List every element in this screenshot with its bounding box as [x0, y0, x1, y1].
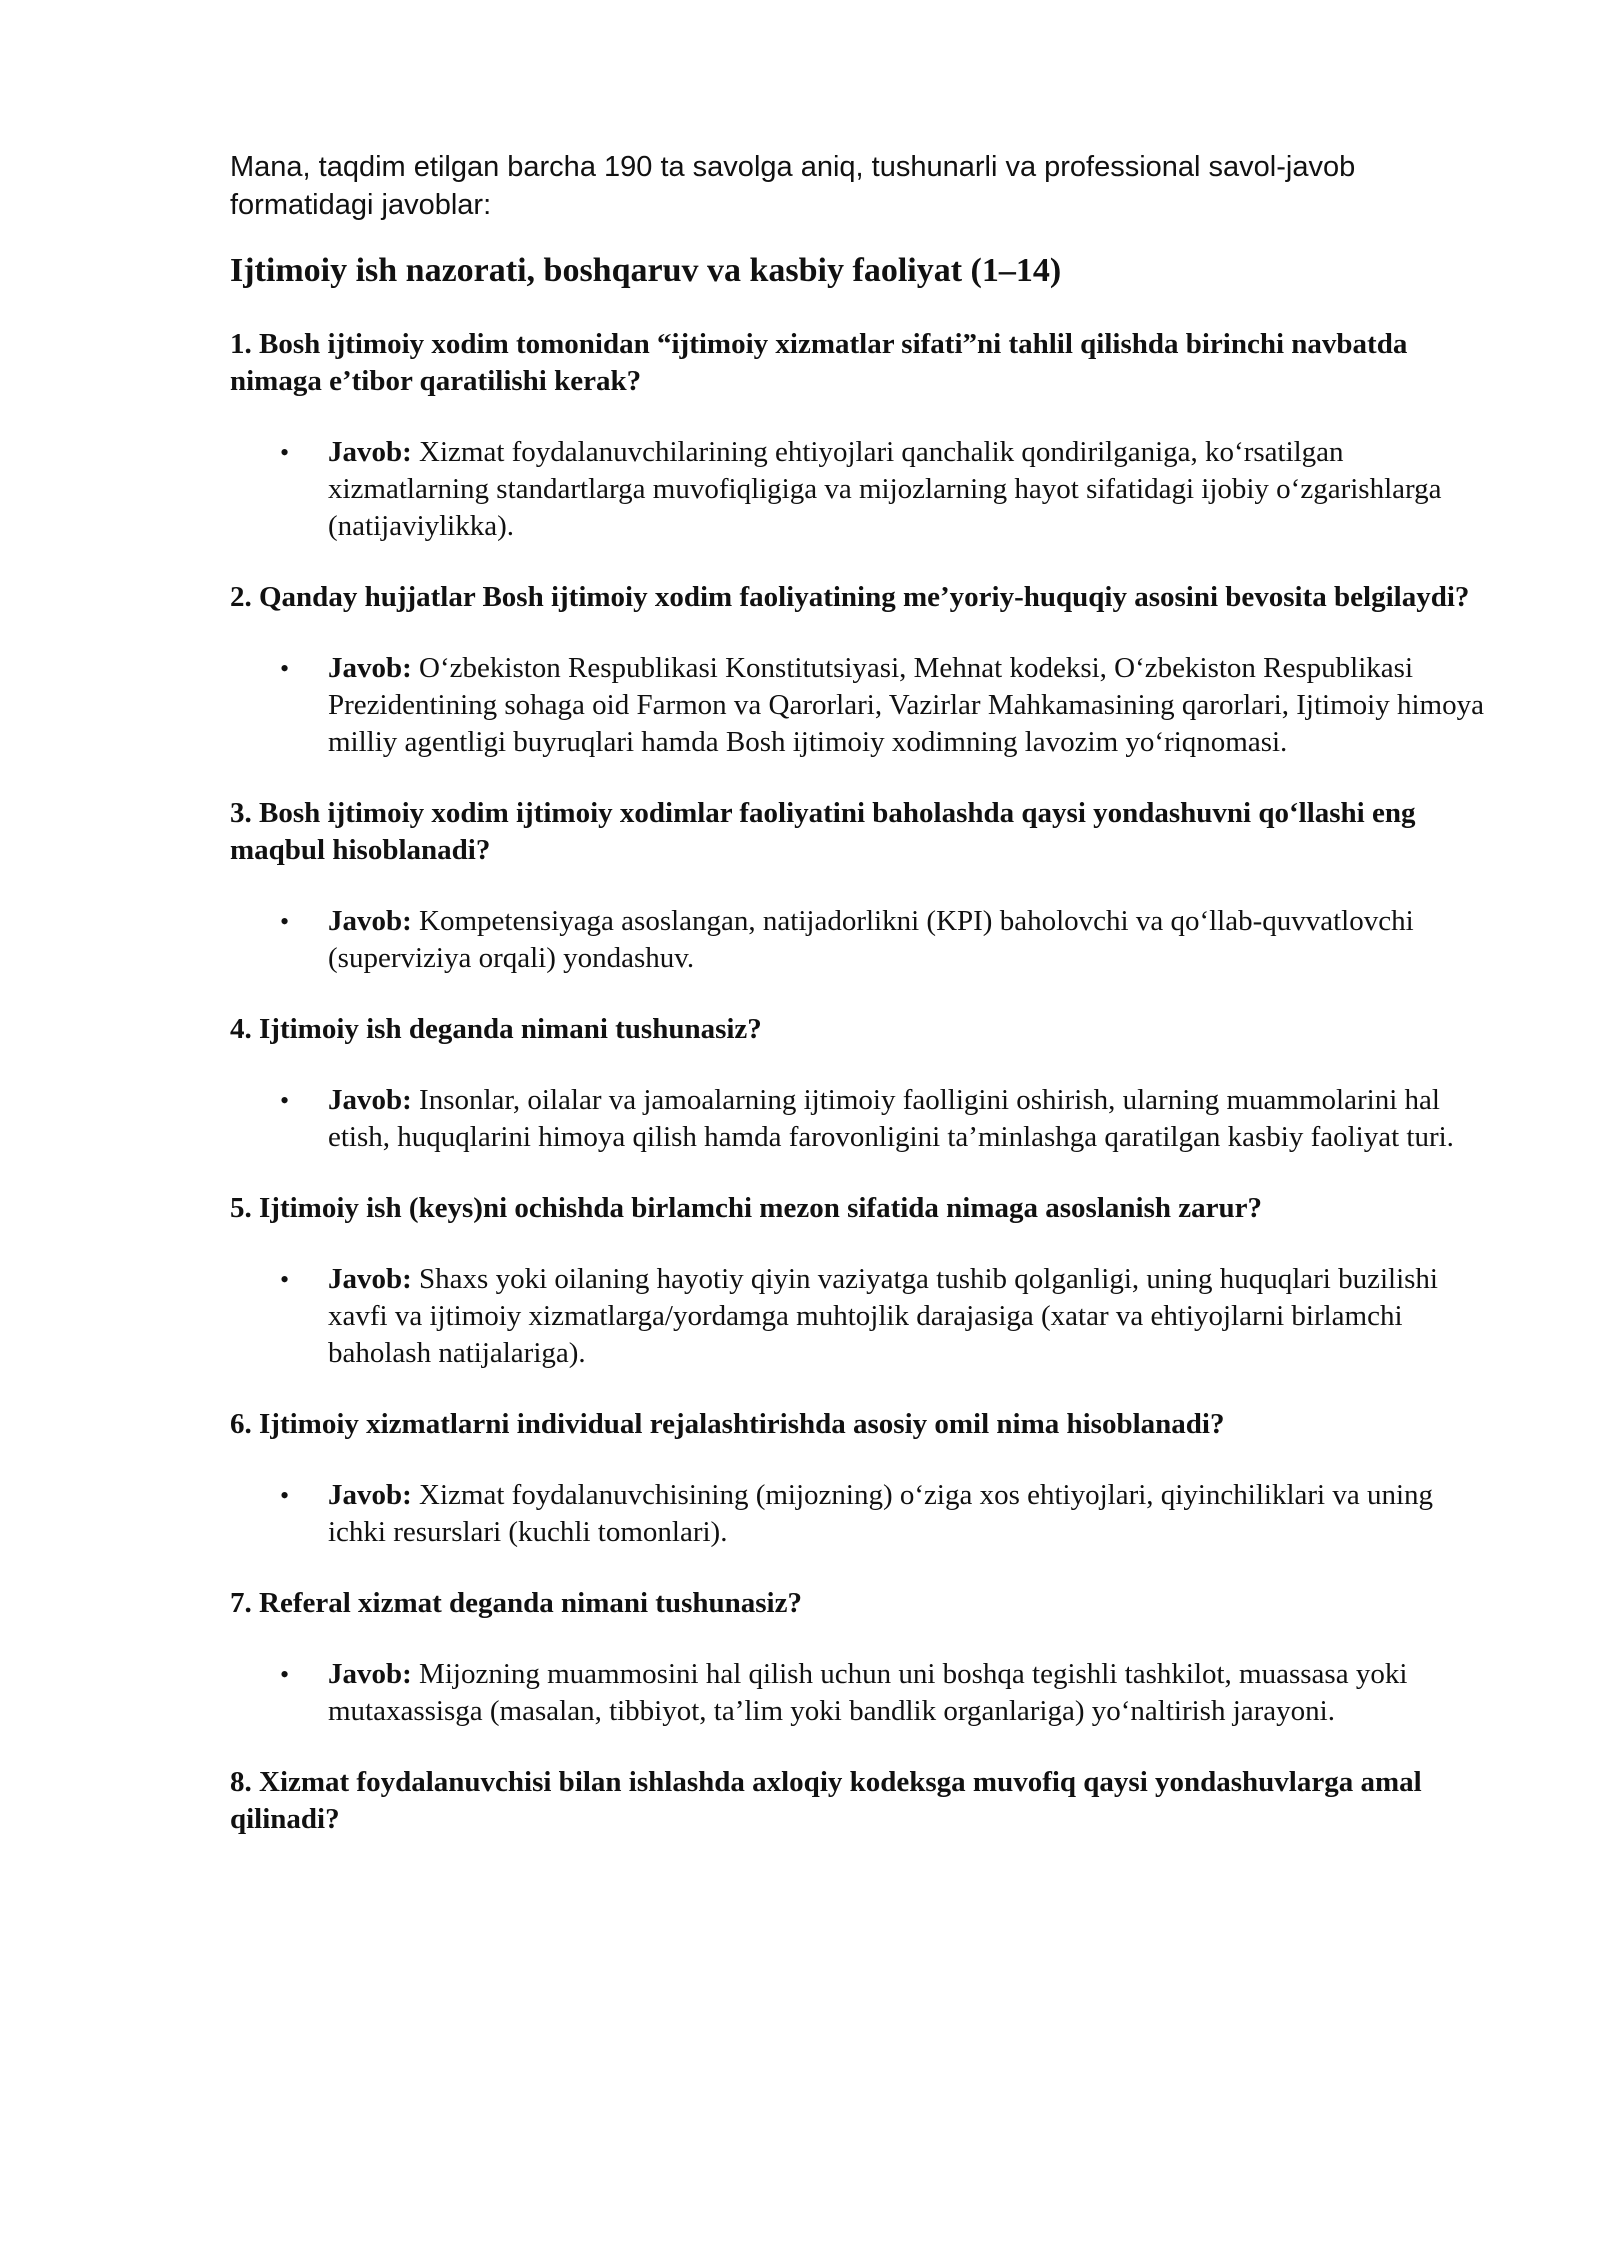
bullet-icon: •: [280, 907, 290, 936]
bullet-icon: •: [280, 1265, 290, 1294]
question-text: 4. Ijtimoiy ish deganda nimani tushunasiz?: [230, 1013, 762, 1045]
answer-item: [230, 434, 1490, 545]
qa-list: [230, 326, 1490, 1838]
qa-item: [230, 1764, 1490, 1838]
intro-paragraph: Mana, taqdim etilgan barcha 190 ta savolga aniq, tushunarli va professional savol-javob formatidagi javoblar:: [230, 151, 1356, 221]
answer-item: [230, 1477, 1490, 1551]
question-text: 5. Ijtimoiy ish (keys)ni ochishda birlamchi mezon sifatida nimaga asoslanish zarur?: [230, 1192, 1262, 1224]
answer-label: Javob:: [328, 1084, 412, 1116]
answer-list: [230, 434, 1490, 545]
answer-list: [230, 1261, 1490, 1372]
question-text: 3. Bosh ijtimoiy xodim ijtimoiy xodimlar faoliyatini baholashda qaysi yondashuvni qoʻllashi eng maqbul hisoblanadi?: [230, 797, 1416, 866]
answer-list: [230, 650, 1490, 761]
qa-item: [230, 1190, 1490, 1372]
question-text: 6. Ijtimoiy xizmatlarni individual rejalashtirishda asosiy omil nima hisoblanadi?: [230, 1408, 1225, 1440]
question-text: 8. Xizmat foydalanuvchisi bilan ishlashda axloqiy kodeksga muvofiq qaysi yondashuvlarga amal qilinadi?: [230, 1766, 1422, 1835]
question-text: 7. Referal xizmat deganda nimani tushunasiz?: [230, 1587, 802, 1619]
bullet-icon: •: [280, 438, 290, 467]
answer-list: [230, 1082, 1490, 1156]
bullet-icon: •: [280, 654, 290, 683]
qa-item: [230, 326, 1490, 545]
bullet-icon: •: [280, 1086, 290, 1115]
answer-text: Shaxs yoki oilaning hayotiy qiyin vaziyatga tushib qolganligi, uning huquqlari buzilishi xavfi va ijtimoiy xizmatlarga/yordamga muhtojlik darajasiga (xatar va ehtiyojlarni birlamchi baholash natijalariga).: [328, 1263, 1438, 1369]
answer-list: [230, 1477, 1490, 1551]
answer-label: Javob:: [328, 652, 412, 684]
answer-text: Oʻzbekiston Respublikasi Konstitutsiyasi, Mehnat kodeksi, Oʻzbekiston Respublikasi Prezidentining sohaga oid Farmon va Qarorlari, Vazirlar Mahkamasining qarorlari, Ijtimoiy himoya milliy agentligi buyruqlari hamda Bosh ijtimoiy xodimning lavozim yoʻriqnomasi.: [328, 652, 1484, 758]
answer-text: Xizmat foydalanuvchisining (mijozning) oʻziga xos ehtiyojlari, qiyinchiliklari va uning ichki resurslari (kuchli tomonlari).: [328, 1479, 1434, 1548]
answer-item: [230, 1656, 1490, 1730]
answer-text: Mijozning muammosini hal qilish uchun uni boshqa tegishli tashkilot, muassasa yoki mutaxassisga (masalan, tibbiyot, ta’lim yoki bandlik organlariga) yoʻnaltirish jarayoni.: [328, 1658, 1408, 1727]
answer-list: [230, 903, 1490, 977]
answer-list: [230, 1656, 1490, 1730]
answer-item: [230, 1082, 1490, 1156]
question-text: 1. Bosh ijtimoiy xodim tomonidan “ijtimoiy xizmatlar sifati”ni tahlil qilishda birinchi navbatda nimaga e’tibor qaratilishi kerak?: [230, 328, 1408, 397]
answer-item: [230, 650, 1490, 761]
qa-item: [230, 1585, 1490, 1730]
bullet-icon: •: [280, 1660, 290, 1689]
answer-label: Javob:: [328, 1658, 412, 1690]
answer-label: Javob:: [328, 905, 412, 937]
answer-label: Javob:: [328, 1263, 412, 1295]
question-text: 2. Qanday hujjatlar Bosh ijtimoiy xodim faoliyatining me’yoriy-huquqiy asosini bevosita belgilaydi?: [230, 581, 1470, 613]
answer-label: Javob:: [328, 436, 412, 468]
qa-item: [230, 1406, 1490, 1551]
answer-item: [230, 903, 1490, 977]
qa-item: [230, 1011, 1490, 1156]
qa-item: [230, 795, 1490, 977]
answer-text: Kompetensiyaga asoslangan, natijadorlikni (KPI) baholovchi va qoʻllab-quvvatlovchi (superviziya orqali) yondashuv.: [328, 905, 1414, 974]
qa-item: [230, 579, 1490, 761]
answer-text: Xizmat foydalanuvchilarining ehtiyojlari qanchalik qondirilganiga, koʻrsatilgan xizmatlarning standartlarga muvofiqligiga va mijozlarning hayot sifatidagi ijobiy oʻzgarishlarga (natijaviylikka).: [328, 436, 1442, 542]
answer-item: [230, 1261, 1490, 1372]
document-page: [230, 148, 1490, 1872]
answer-text: Insonlar, oilalar va jamoalarning ijtimoiy faolligini oshirish, ularning muammolarini hal etish, huquqlarini himoya qilish hamda farovonligini ta’minlashga qaratilgan kasbiy faoliyat turi.: [328, 1084, 1454, 1153]
bullet-icon: •: [280, 1481, 290, 1510]
section-heading: Ijtimoiy ish nazorati, boshqaruv va kasbiy faoliyat (1–14): [230, 252, 1062, 289]
answer-label: Javob:: [328, 1479, 412, 1511]
